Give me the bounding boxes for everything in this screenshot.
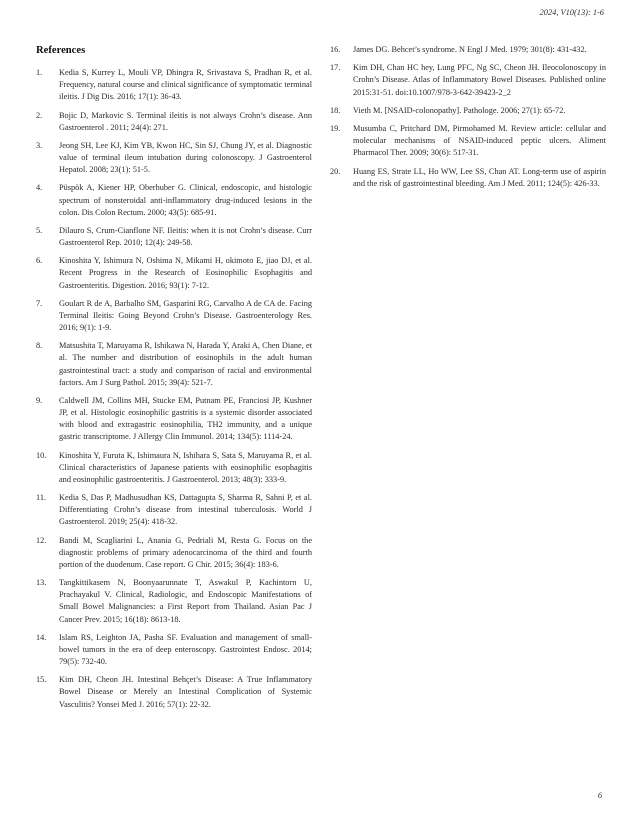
reference-number: 3.: [36, 140, 43, 150]
references-right-column: [330, 44, 606, 196]
page-number: 6: [597, 791, 602, 800]
reference-number: 16.: [330, 45, 341, 54]
reference-text: Kinoshita Y, Ishimura N, Oshima N, Mikami H, okimoto E, jiao DJ, et al. Recent Progress in the Research of Eosinophilic Esophagitis and Gastroenteritis. Digestion. 2016; 93(1): 7-12.: [59, 256, 312, 290]
reference-item: [36, 298, 312, 335]
reference-item: [36, 255, 312, 292]
reference-list-right: [330, 44, 606, 190]
reference-number: 10.: [36, 450, 47, 460]
reference-number: 11.: [36, 493, 47, 502]
reference-item: [36, 182, 312, 219]
reference-number: 20.: [330, 166, 341, 176]
reference-item: [330, 105, 606, 117]
reference-text: Caldwell JM, Collins MH, Stucke EM, Putnam PE, Franciosi JP, Kushner JP, et al. Histologic eosinophilic gastritis is a systemic disorder associated with blood and extragastric eosinophilia, TH2 immunity, and a unique gastric transcriptome. J Allergy Clin Immunol. 2014; 134(5): 1114-24.: [59, 395, 312, 442]
reference-text: James DG. Behcet’s syndrome. N Engl J Med. 1979; 301(8): 431-432.: [353, 45, 587, 54]
reference-item: [36, 110, 312, 134]
reference-item: [36, 492, 312, 529]
reference-item: [330, 123, 606, 160]
reference-number: 7.: [36, 298, 43, 308]
reference-text: Vieth M. [NSAID-colonopathy]. Pathologe. 2006; 27(1): 65-72.: [353, 105, 566, 115]
reference-item: [36, 67, 312, 104]
reference-item: [36, 577, 312, 626]
reference-text: Kinoshita Y, Furuta K, Ishimaura N, Ishihara S, Sata S, Maruyama R, et al. Clinical characteristics of Japanese patients with eosinophilic esophagitis and eosinophilic gastroenteritis. J Gastroenterol. 2013; 48(3): 333-9.: [59, 450, 312, 484]
reference-text: Dilauro S, Crum-Cianflone NF. Ileitis: when it is not Crohn’s disease. Curr Gastroenterol Rep. 2010; 12(4): 249-58.: [59, 225, 312, 247]
references-left-column: [36, 44, 312, 717]
reference-number: 8.: [36, 341, 43, 351]
reference-item: [36, 632, 312, 669]
reference-text: Musumba C, Pritchard DM, Pirmohamed M. Review article: cellular and molecular mechanisms of NSAID-induced peptic ulcers. Aliment Pharmacol Ther. 2009; 30(6): 517-31.: [353, 124, 606, 158]
reference-list-left: [36, 67, 312, 711]
reference-number: 4.: [36, 183, 43, 193]
reference-text: Matsushita T, Maruyama R, Ishikawa N, Harada Y, Araki A, Chen Diane, et al. The number and distribution of eosinophils in the adult human gastrointestinal tract: a study and comparison of racial and environmental factors. Am J Surg Pathol. 2015; 39(4): 521-7.: [59, 341, 312, 387]
reference-item: [36, 450, 312, 487]
reference-item: [36, 674, 312, 711]
reference-number: 2.: [36, 110, 43, 120]
reference-number: 18.: [330, 105, 341, 115]
reference-text: Bandi M, Scagliarini L, Anania G, Pedriali M, Resta G. Focus on the diagnostic problems of primary adenocarcinoma of the third and fourth portion of the duodenum. Case report. G Chir. 2015; 36(4): 183-6.: [59, 535, 312, 569]
reference-item: [330, 166, 606, 190]
reference-item: [36, 340, 312, 389]
references-heading: References: [36, 45, 86, 56]
reference-text: Bojic D, Markovic S. Terminal ileitis is not always Crohn’s disease. Ann Gastroenterol . 2011; 24(4): 271.: [59, 110, 312, 132]
reference-text: Kedia S, Kurrey L, Mouli VP, Dhingra R, Srivastava S, Pradhan R, et al. Frequency, natural course and clinical significance of symptomatic terminal ileitis. J Dig Dis. 2016; 17(1): 36-43.: [59, 68, 312, 102]
reference-text: Huang ES, Strate LL, Ho WW, Lee SS, Chan AT. Long-term use of aspirin and the risk of gastrointestinal bleeding. Am J Med. 2011; 124(5): 426-33.: [353, 166, 606, 188]
reference-number: 9.: [36, 395, 43, 405]
reference-text: Islam RS, Leighton JA, Pasha SF. Evaluation and management of small-bowel tumors in the era of deep enteroscopy. Gastrointest Endosc. 2014; 79(5): 732-40.: [59, 632, 312, 667]
reference-item: [36, 225, 312, 249]
reference-text: Kim DH, Chan HC hey, Lung PFC, Ng SC, Cheon JH. Ileocolonoscopy in Crohn’s Disease. Atlas of Inflammatory Bowel Diseases. Published online 2015:31-51. doi:10.1007/978-3-642-39423-2_2: [353, 63, 606, 97]
reference-item: [36, 535, 312, 572]
reference-number: 12.: [36, 535, 47, 545]
reference-number: 6.: [36, 256, 43, 266]
reference-text: Kedia S, Das P, Madhusudhan KS, Dattagupta S, Sharma R, Sahni P, et al. Differentiating Crohn’s disease from intestinal tuberculosis. World J Gastroenterol. 2019; 25(4): 418-32.: [59, 493, 312, 527]
reference-item: [36, 140, 312, 177]
reference-number: 1.: [36, 68, 43, 77]
reference-item: [330, 44, 606, 56]
reference-number: 5.: [36, 225, 43, 235]
reference-text: Goulart R de A, Barbalho SM, Gasparini RG, Carvalho A de CA de. Facing Terminal Ileitis: Going Beyond Crohn’s Disease. Gastroenterology Res. 2016; 9(1): 1-9.: [59, 298, 312, 332]
reference-number: 17.: [330, 63, 341, 73]
reference-text: Jeong SH, Lee KJ, Kim YB, Kwon HC, Sin SJ, Chung JY, et al. Diagnostic value of terminal ileum intubation during colonoscopy. J Gastroenterol Hepatol. 2008; 23(1): 51-5.: [59, 140, 312, 175]
reference-text: Tangkittikasem N, Boonyaarunnate T, Aswakul P, Kachintorn U, Prachayakul V. Clinical, Radiologic, and Endoscopic Manifestations of Small Bowel Malignancies: a First Report from Thailand. Asian Pac J Cancer Prev. 2015; 16(18): 8613-18.: [59, 578, 312, 624]
reference-text: Püspök A, Kiener HP, Oberhuber G. Clinical, endoscopic, and histologic spectrum of nonsteroidal anti-inflammatory drug-induced lesions in the colon. Dis Colon Rectum. 2000; 43(5): 685-91.: [59, 183, 312, 217]
reference-item: [36, 395, 312, 444]
reference-item: [330, 62, 606, 99]
reference-number: 14.: [36, 632, 47, 642]
reference-number: 19.: [330, 124, 341, 134]
reference-number: 15.: [36, 675, 47, 685]
reference-text: Kim DH, Cheon JH. Intestinal Behçet’s Disease: A True Inflammatory Bowel Disease or Merely an Intestinal Complication of Systemic Vasculitis? Yonsei Med J. 2016; 57(1): 22-32.: [59, 675, 312, 709]
journal-citation-header: 2024, V10(13): 1-6: [539, 8, 604, 17]
reference-number: 13.: [36, 578, 47, 587]
